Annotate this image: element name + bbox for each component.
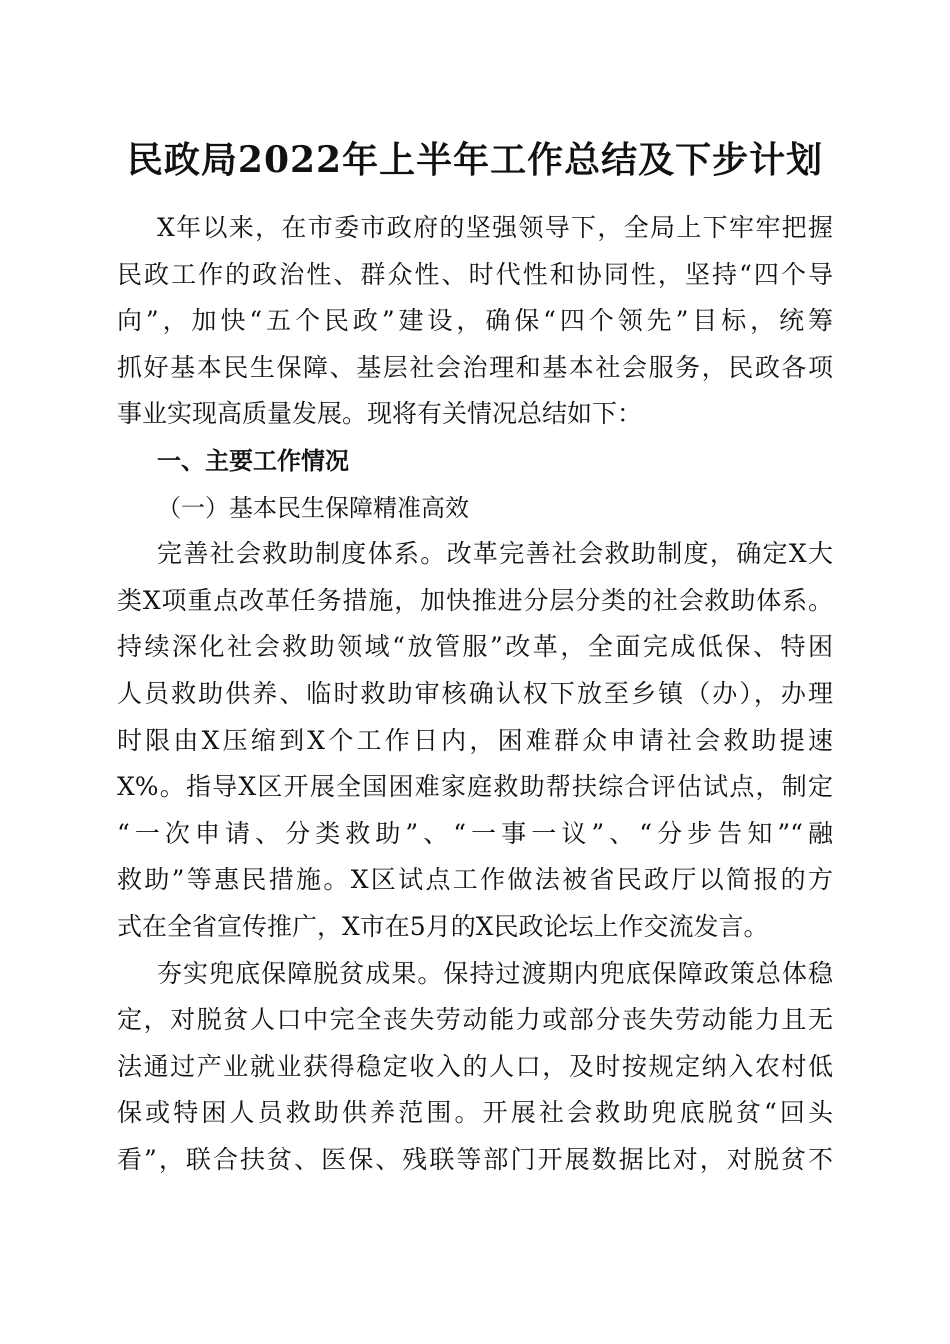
subsection-heading-1: （一）基本民生保障精准高效 — [157, 493, 469, 522]
para1-line-7: “一次申请、分类救助”、“一事一议”、“分步告知”“融 — [117, 818, 833, 848]
document-title: 民政局2022年上半年工作总结及下步计划 — [126, 139, 824, 181]
para2-line-5: 看”，联合扶贫、医保、残联等部门开展数据比对，对脱贫不 — [117, 1144, 833, 1174]
intro-line-4: 抓好基本民生保障、基层社会治理和基本社会服务，民政各项 — [117, 352, 833, 382]
para1-line-6: X%。指导X区开展全国困难家庭救助帮扶综合评估试点，制定 — [117, 772, 833, 802]
intro-line-5: 事业实现高质量发展。现将有关情况总结如下： — [117, 399, 643, 429]
section-heading-1: 一、主要工作情况 — [157, 446, 349, 475]
intro-line-1: X年以来，在市委市政府的坚强领导下，全局上下牢牢把握 — [157, 213, 833, 242]
para1-line-5: 时限由X压缩到X个工作日内，困难群众申请社会救助提速 — [117, 725, 833, 755]
para1-line-3: 持续深化社会救助领域“放管服”改革，全面完成低保、特困 — [117, 632, 833, 662]
para1-line-2: 类X项重点改革任务措施，加快推进分层分类的社会救助体系。 — [117, 585, 833, 615]
para2-line-2: 定，对脱贫人口中完全丧失劳动能力或部分丧失劳动能力且无 — [117, 1005, 833, 1035]
intro-line-3: 向”，加快“五个民政”建设，确保“四个领先”目标，统筹 — [117, 306, 833, 336]
para2-line-4: 保或特困人员救助供养范围。开展社会救助兜底脱贫“回头 — [117, 1098, 833, 1128]
para1-line-1: 完善社会救助制度体系。改革完善社会救助制度，确定X大 — [157, 539, 833, 569]
para2-line-3: 法通过产业就业获得稳定收入的人口，及时按规定纳入农村低 — [117, 1051, 833, 1081]
para1-line-9: 式在全省宣传推广，X市在5月的X民政论坛上作交流发言。 — [117, 911, 769, 941]
para2-line-1: 夯实兜底保障脱贫成果。保持过渡期内兜底保障政策总体稳 — [157, 958, 833, 988]
para1-line-8: 救助”等惠民措施。X区试点工作做法被省民政厅以简报的方 — [117, 865, 833, 895]
document-body — [117, 205, 833, 1183]
para1-line-4: 人员救助供养、临时救助审核确认权下放至乡镇（办），办理 — [117, 678, 833, 708]
intro-line-2: 民政工作的政治性、群众性、时代性和协同性，坚持“四个导 — [117, 259, 833, 289]
